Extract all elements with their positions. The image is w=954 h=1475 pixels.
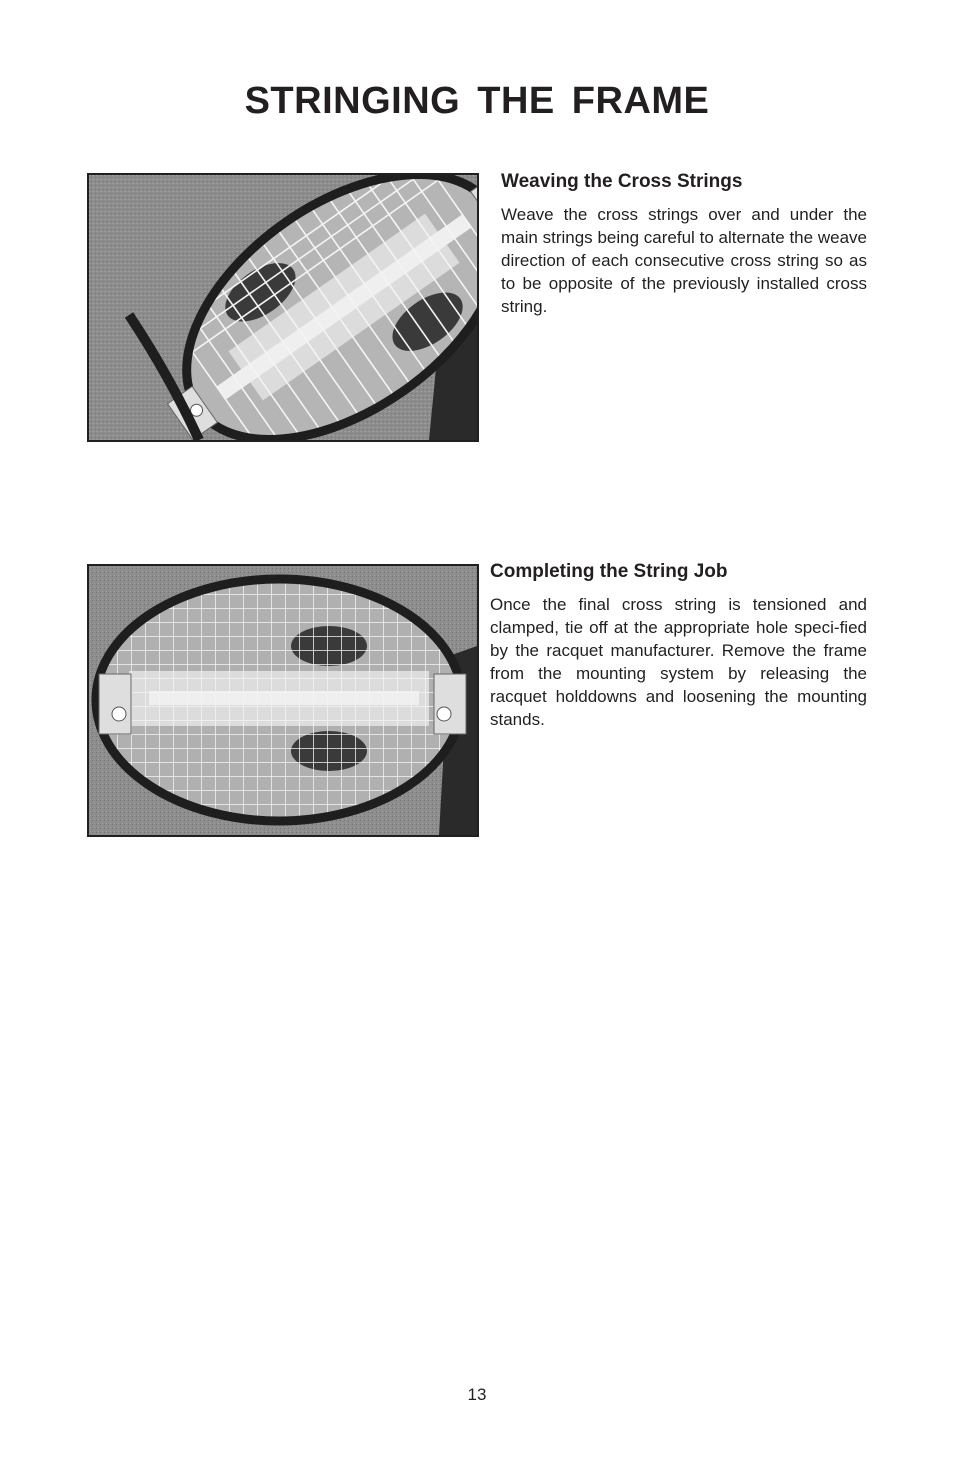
section-heading-weaving: Weaving the Cross Strings bbox=[501, 171, 743, 192]
page-number: 13 bbox=[467, 1385, 487, 1404]
page-title: STRINGING THE FRAME bbox=[244, 80, 710, 122]
photo-weaving-cross-strings bbox=[87, 173, 479, 442]
photo-completed-string-job bbox=[87, 564, 479, 837]
section-body-weaving: Weave the cross strings over and under the main strings being careful to alternate the weave direction of each consecutive cross string so as to be opposite of the previously installed cross string. bbox=[501, 205, 867, 316]
section-body-completing: Once the final cross string is tensioned and clamped, tie off at the appropriate hole speci-fied by the racquet manufacturer. Remove the frame from the mounting system by releasing the racquet holddowns and loosening the mounting stands. bbox=[490, 595, 867, 729]
section-heading-completing: Completing the String Job bbox=[490, 561, 728, 582]
